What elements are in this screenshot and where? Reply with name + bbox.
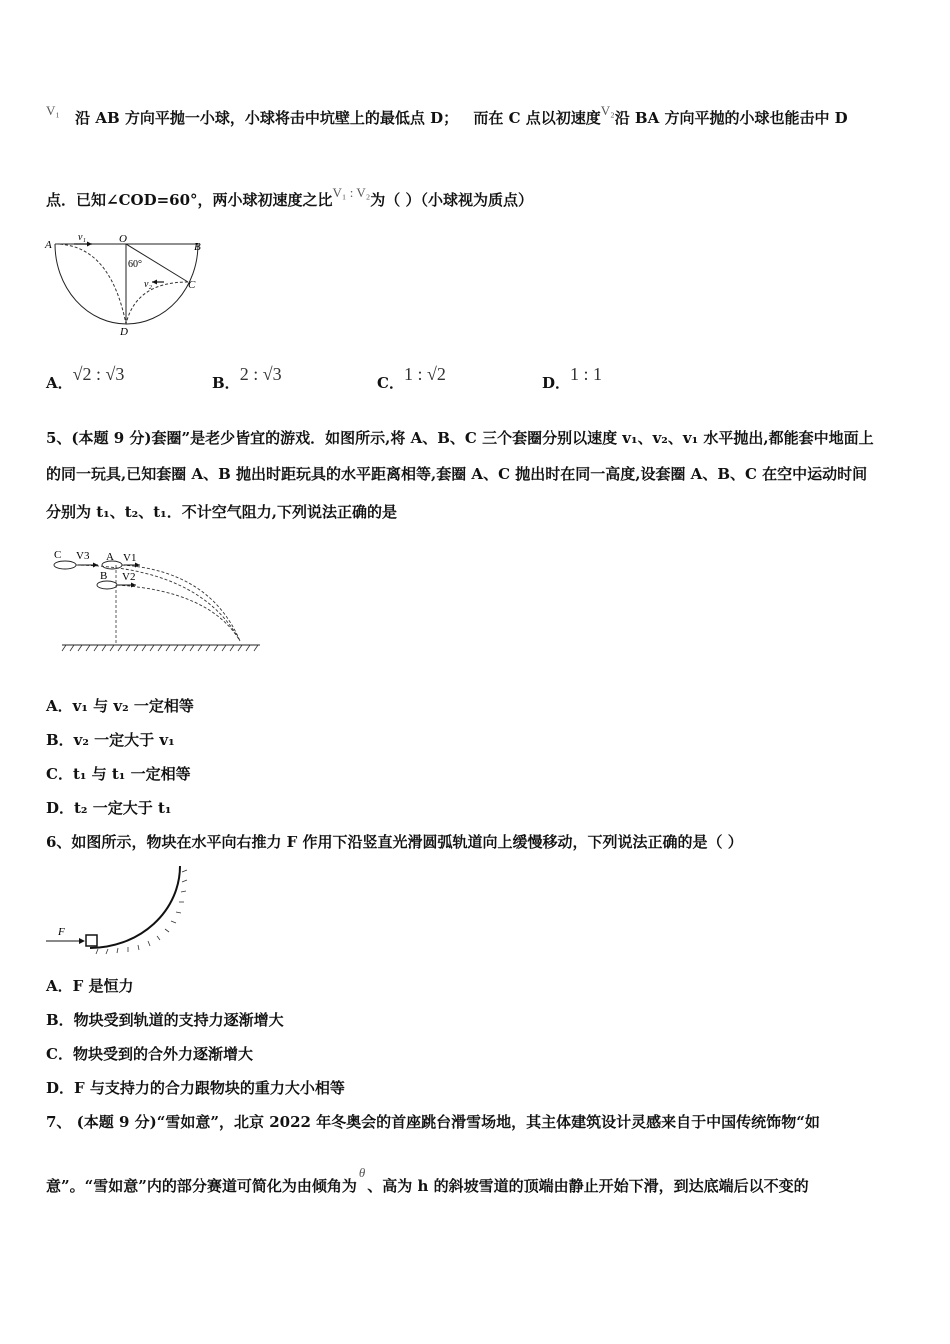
q4-text-4: 点．已知∠COD=60°，两小球初速度之比 [46, 191, 333, 209]
q5-option-d[interactable]: D．t₂ 一定大于 t₁ [46, 799, 172, 817]
label-d: D [120, 326, 128, 338]
q4-option-d[interactable] [542, 364, 603, 393]
q6-option-c[interactable]: C．物块受到的合外力逐渐增大 [46, 1045, 253, 1063]
v2-label: V2 [122, 571, 136, 583]
option-value: 1 : 1 [570, 364, 603, 384]
label-angle: 60° [128, 259, 142, 270]
q4-line-1 [46, 103, 848, 129]
option-value: 2 : √3 [239, 364, 282, 384]
q5-ring-toss-figure [50, 545, 265, 655]
option-value: √2 : √3 [72, 364, 125, 384]
q5-option-b[interactable]: B．v₂ 一定大于 v₁ [46, 731, 175, 749]
q6-arc-track-figure [40, 862, 200, 957]
q5-stem-line-1: 5、(本题 9 分)套圈”是老少皆宜的游戏．如图所示,将 A、B、C 三个套圈分别以速度 v₁、v₂、v₁ 水平抛出,都能套中地面上 [46, 429, 874, 447]
q6-option-a[interactable]: A．F 是恒力 [46, 977, 134, 995]
option-label: A． [46, 374, 73, 392]
q7-text-2: 、高为 h 的斜坡雪道的顶端由静止开始下滑，到达底端后以不变的 [367, 1177, 809, 1195]
option-label: B． [212, 374, 240, 392]
option-label: C． [377, 374, 404, 392]
force-f-label: F [58, 926, 65, 938]
q6-stem: 6、如图所示，物块在水平向右推力 F 作用下沿竖直光滑圆弧轨道向上缓慢移动，下列说法正确的是（ ） [46, 833, 743, 851]
v2-symbol: V₂ [600, 103, 615, 118]
v3-label: V3 [76, 550, 90, 562]
q5-stem-line-2: 的同一玩具,已知套圈 A、B 抛出时距玩具的水平距离相等,套圈 A、C 抛出时在同一高度,设套圈 A、B、C 在空中运动时间 [46, 465, 868, 483]
label-b: B [194, 241, 201, 253]
q4-text-1: 沿 AB 方向平抛一小球，小球将击中坑壁上的最低点 D； [75, 109, 459, 127]
q4-option-a[interactable] [46, 364, 125, 393]
q7-stem-line-2 [46, 1165, 809, 1197]
v1-label: V1 [123, 552, 137, 564]
theta-symbol: θ [358, 1165, 366, 1180]
q5-option-c[interactable]: C．t₁ 与 t₁ 一定相等 [46, 765, 191, 783]
q4-line-2 [46, 185, 533, 211]
q4-option-b[interactable] [212, 364, 282, 393]
ring-c-label: C [54, 549, 62, 561]
label-c: C [188, 279, 196, 291]
velocity-ratio: V₁ : V₂ [332, 185, 371, 200]
q7-stem-line-1: 7、 (本题 9 分)“雪如意”，北京 2022 年冬奥会的首座跳台滑雪场地，其主体建筑设计灵感来自于中国传统饰物“如 [46, 1113, 820, 1131]
q4-option-c[interactable] [377, 364, 446, 393]
q6-option-d[interactable]: D．F 与支持力的合力跟物块的重力大小相等 [46, 1079, 345, 1097]
q6-option-b[interactable]: B．物块受到轨道的支持力逐渐增大 [46, 1011, 284, 1029]
q4-pit-figure [40, 230, 220, 340]
label-v1: v₁ [78, 232, 86, 243]
ring-b-label: B [100, 570, 108, 582]
label-a: A [45, 239, 52, 251]
label-v2: v₂ [144, 279, 152, 290]
q5-stem-line-3: 分别为 t₁、t₂、t₁．不计空气阻力,下列说法正确的是 [46, 503, 397, 521]
label-o: O [119, 233, 127, 245]
q4-text-5: 为（ ）（小球视为质点） [370, 191, 533, 209]
q4-text-2: 而在 C 点以初速度 [473, 109, 601, 127]
option-value: 1 : √2 [403, 364, 446, 384]
v1-symbol: V₁ [46, 103, 60, 118]
q5-option-a[interactable]: A．v₁ 与 v₂ 一定相等 [46, 697, 194, 715]
ring-a-label: A [106, 551, 114, 563]
option-label: D． [542, 374, 571, 392]
q4-text-3: 沿 BA 方向平抛的小球也能击中 D [614, 109, 848, 127]
q7-text-1: 意”。“雪如意”内的部分赛道可简化为由倾角为 [46, 1177, 357, 1195]
